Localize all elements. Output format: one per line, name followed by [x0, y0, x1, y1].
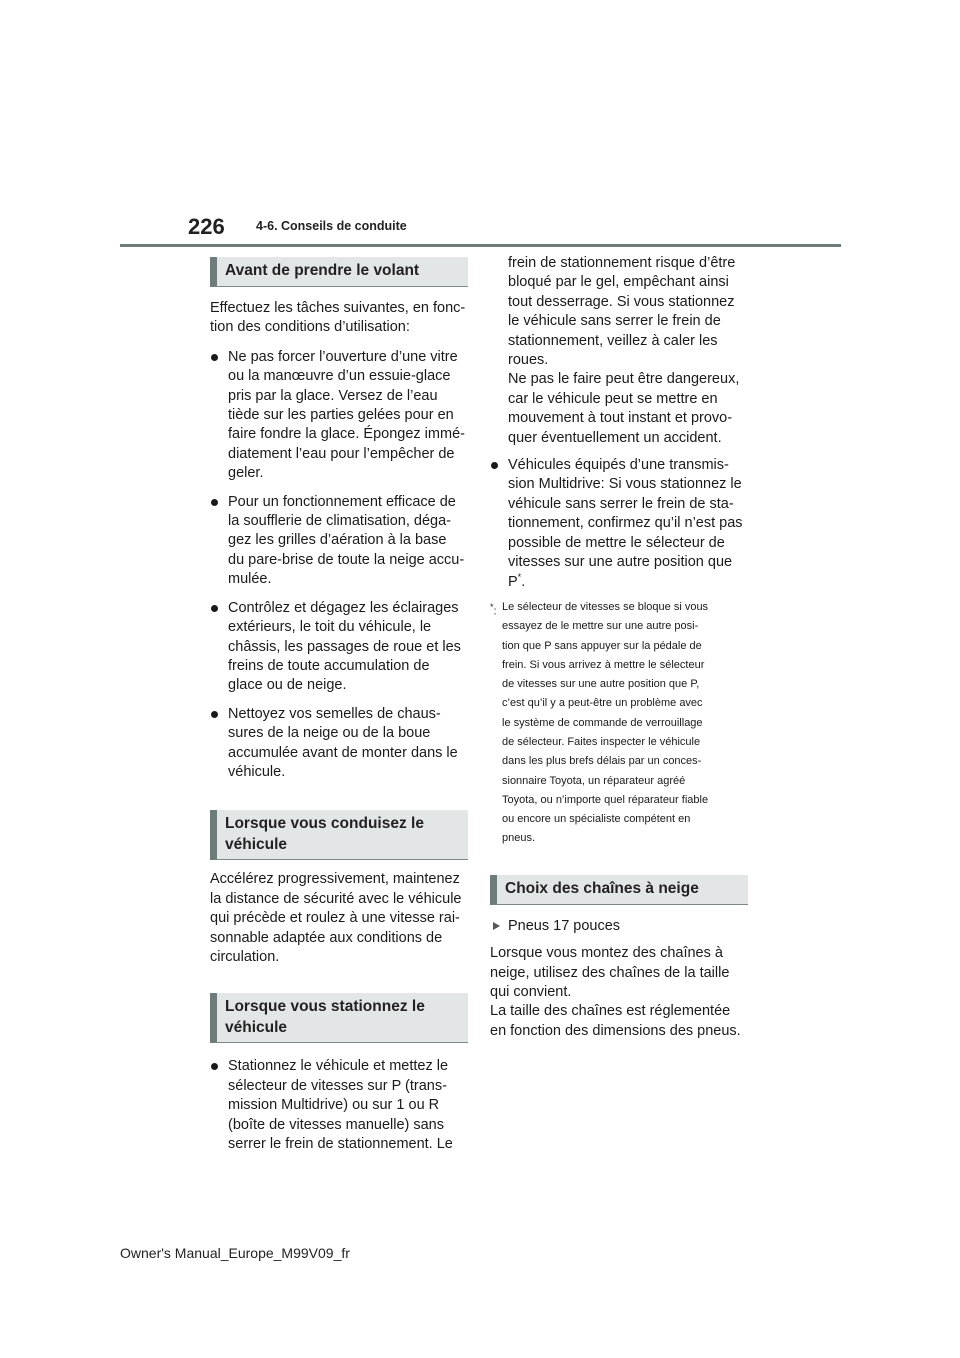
bullet-item: [210, 493, 468, 590]
bullet-dot-icon: [211, 605, 218, 612]
bullet-dot-icon: [211, 711, 218, 718]
bullet-dot-icon: [211, 354, 218, 361]
chains-text: Lorsque vous montez des chaînes à neige, utilisez des chaînes de la taille qui convient. La taille des chaînes est réglementée en fonction des dimensions des pneus.: [490, 945, 741, 1039]
heading-while-driving: Lorsque vous conduisez le véhicule: [210, 810, 468, 860]
tire-size-text: Pneus 17 pouces: [508, 917, 621, 934]
heading-snow-chains: Choix des chaînes à neige: [490, 875, 748, 905]
footnote-reference: *: [517, 571, 522, 582]
bullet-text: Ne pas forcer l’ouverture d’une vitre ou la manœuvre d’un essuie-glace pris par la glace. Versez de l’eau tiède sur les parties gelées pour en faire fondre la glace. Épongez immé- diatement l’eau pour l’empêcher de geler.: [228, 348, 465, 482]
bullet-item: [490, 456, 748, 592]
bullet-text-end: .: [521, 573, 526, 590]
bullet-dot-icon: [211, 499, 218, 506]
bullet-item: [210, 599, 468, 696]
triangle-bullet-icon: [493, 922, 500, 930]
section-header: 4-6. Conseils de conduite: [256, 219, 407, 233]
footnote-text: Le sélecteur de vitesses se bloque si vous essayez de le mettre sur une autre posi- tion que P sans appuyer sur la pédale de frein. Si vous arrivez à mettre le sélecteur de vitesses sur une autre position que P, c’est qu’il y a peut-être un problème avec le système de commande de verrouillage de sélecteur. Faites inspecter le véhicule dans les plus brefs délais par un conces- sionnaire Toyota, un réparateur agréé Toyota, ou n’importe quel réparateur fiable ou encore un spécialiste compétent en pneus.: [502, 600, 709, 845]
list-item: [490, 917, 748, 936]
bullet-dot-icon: [491, 462, 498, 469]
bullet-text: Contrôlez et dégagez les éclairages extérieurs, le toit du véhicule, le châssis, les passages de roue et les freins de toute accumulation de glace ou de neige.: [228, 599, 461, 694]
page-number: 226: [188, 214, 225, 239]
bullet-dot-icon: [211, 1063, 218, 1070]
bullet-item: [210, 705, 468, 783]
heading-parking: Lorsque vous stationnez le véhicule: [210, 993, 468, 1043]
left-column: [210, 257, 468, 1154]
header-rule: [120, 244, 841, 247]
bullet-item: [210, 1057, 468, 1154]
parking-continued-text: frein de stationnement risque d’être bloqué par le gel, empêchant ainsi tout desserrage. Si vous stationnez le véhicule sans serrer le frein de stationnement, veillez à caler les roues. Ne pas le faire peut être dangereux, car le véhicule peut se mettre en mouvement à tout instant et provo- quer éventuellement un accident.: [508, 255, 740, 446]
bullet-text: Pour un fonctionnement efficace de la soufflerie de climatisation, déga- gez les grilles d’aération à la base du pare-brise de toute la neige accu- mulée.: [228, 493, 465, 588]
bullet-text: Nettoyez vos semelles de chaus- sures de la neige ou de la boue accumulée avant de monter dans le véhicule.: [228, 705, 458, 780]
footnote-marker: *:: [490, 601, 497, 618]
bullet-text: Véhicules équipés d’une transmis- sion Multidrive: Si vous stationnez le véhicule sans serrer le frein de sta- tionnement, confirmez qu’il n’est pas possible de mettre le sélecteur de vitesses sur une autre position que P: [508, 457, 743, 590]
intro-text: Effectuez les tâches suivantes, en fonc- tion des conditions d’utilisation:: [210, 300, 466, 336]
footnote: [490, 598, 748, 849]
driving-text: Accélérez progressivement, maintenez la distance de sécurité avec le véhicule qui précède et roulez à une vitesse rai- sonnable adaptée aux conditions de circulation.: [210, 871, 462, 965]
bullet-item: [210, 348, 468, 484]
footer-manual-name: Owner's Manual_Europe_M99V09_fr: [120, 1245, 350, 1261]
bullet-text: Stationnez le véhicule et mettez le sélecteur de vitesses sur P (trans- mission Multidrive) ou sur 1 ou R (boîte de vitesses manuelle) sans serrer le frein de stationnement. Le: [228, 1058, 453, 1152]
heading-before-driving: Avant de prendre le volant: [210, 257, 468, 287]
right-column: [490, 254, 748, 1041]
